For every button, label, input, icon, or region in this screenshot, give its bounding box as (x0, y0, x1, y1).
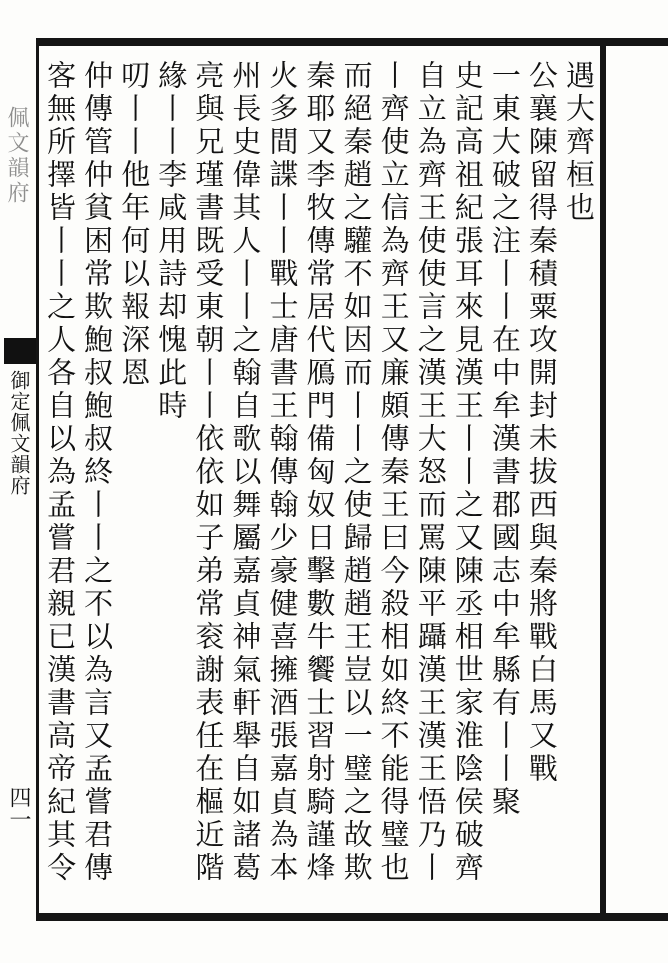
book-title: 御定佩文韻府 (7, 370, 31, 496)
text-column-6 (376, 60, 413, 910)
text-column-7 (339, 60, 376, 910)
text-column-1 (561, 60, 598, 910)
column-text: 而絕秦趙之驩不如因而丨丨之使歸趙趙王豈以一璧之故欺 (339, 60, 374, 885)
text-column-3 (487, 60, 524, 910)
text-column-5 (413, 60, 450, 910)
fishtail-mark (4, 338, 36, 364)
page-number: 四一 (6, 786, 31, 830)
text-column-8 (301, 60, 338, 910)
text-column-10 (227, 60, 264, 910)
text-column-13 (116, 60, 153, 910)
column-text: 火多間諜丨丨戰士唐書王翰傳翰少豪健喜擁酒張嘉貞為本 (265, 60, 300, 885)
column-text: 遇大齊桓也 (561, 60, 596, 225)
text-column-12 (153, 60, 190, 910)
frame-left-rule (36, 38, 39, 921)
text-column-4 (450, 60, 487, 910)
column-text: 叨丨丨他年何以報深恩 (117, 60, 152, 390)
vertical-text-body (42, 60, 598, 910)
frame-bottom-rule (36, 913, 668, 921)
text-column-11 (190, 60, 227, 910)
column-text: 丨齊使立信為齊王又廉頗傳秦王曰今殺相如終不能得璧也 (376, 60, 411, 885)
text-column-2 (524, 60, 561, 910)
column-text: 公襄陳留得秦積粟攻開封未拔西與秦將戰白馬又戰 (524, 60, 559, 786)
column-text: 仲傳管仲貧困常欺鮑叔鮑叔終丨丨之不以為言又孟嘗君傳 (80, 60, 115, 885)
column-text: 史記高祖紀張耳來見漢王丨丨之又陳丞相世家淮陰侯破齊 (450, 60, 485, 885)
frame-right-rule (600, 38, 606, 921)
column-text: 州長史偉其人丨丨之翰自歌以舞屬嘉貞神氣軒舉自如諸葛 (228, 60, 263, 885)
text-column-9 (264, 60, 301, 910)
column-text: 秦耶又李牧傳常居代鴈門備匈奴日擊數牛饗士習射騎謹烽 (302, 60, 337, 885)
column-text: 亮與兄瑾書既受東朝丨丨依依如子弟常衮謝表任在樞近階 (191, 60, 226, 885)
column-text: 一東大破之注丨丨在中牟漢書郡國志中牟縣有丨丨聚 (487, 60, 522, 819)
text-column-14 (79, 60, 116, 910)
margin-title: 佩文韻府 (4, 106, 29, 206)
column-text: 緣丨丨李咸用詩却愧此時 (154, 60, 189, 423)
column-text: 自立為齊王使使言之漢王大怒而罵陳平躡漢王漢王悟乃丨 (413, 60, 448, 885)
text-column-15 (42, 60, 79, 910)
frame-top-rule (36, 38, 668, 46)
column-text: 客無所擇皆丨丨之人各自以為孟嘗君親已漢書高帝紀其令 (43, 60, 78, 885)
page-margin (0, 46, 36, 913)
